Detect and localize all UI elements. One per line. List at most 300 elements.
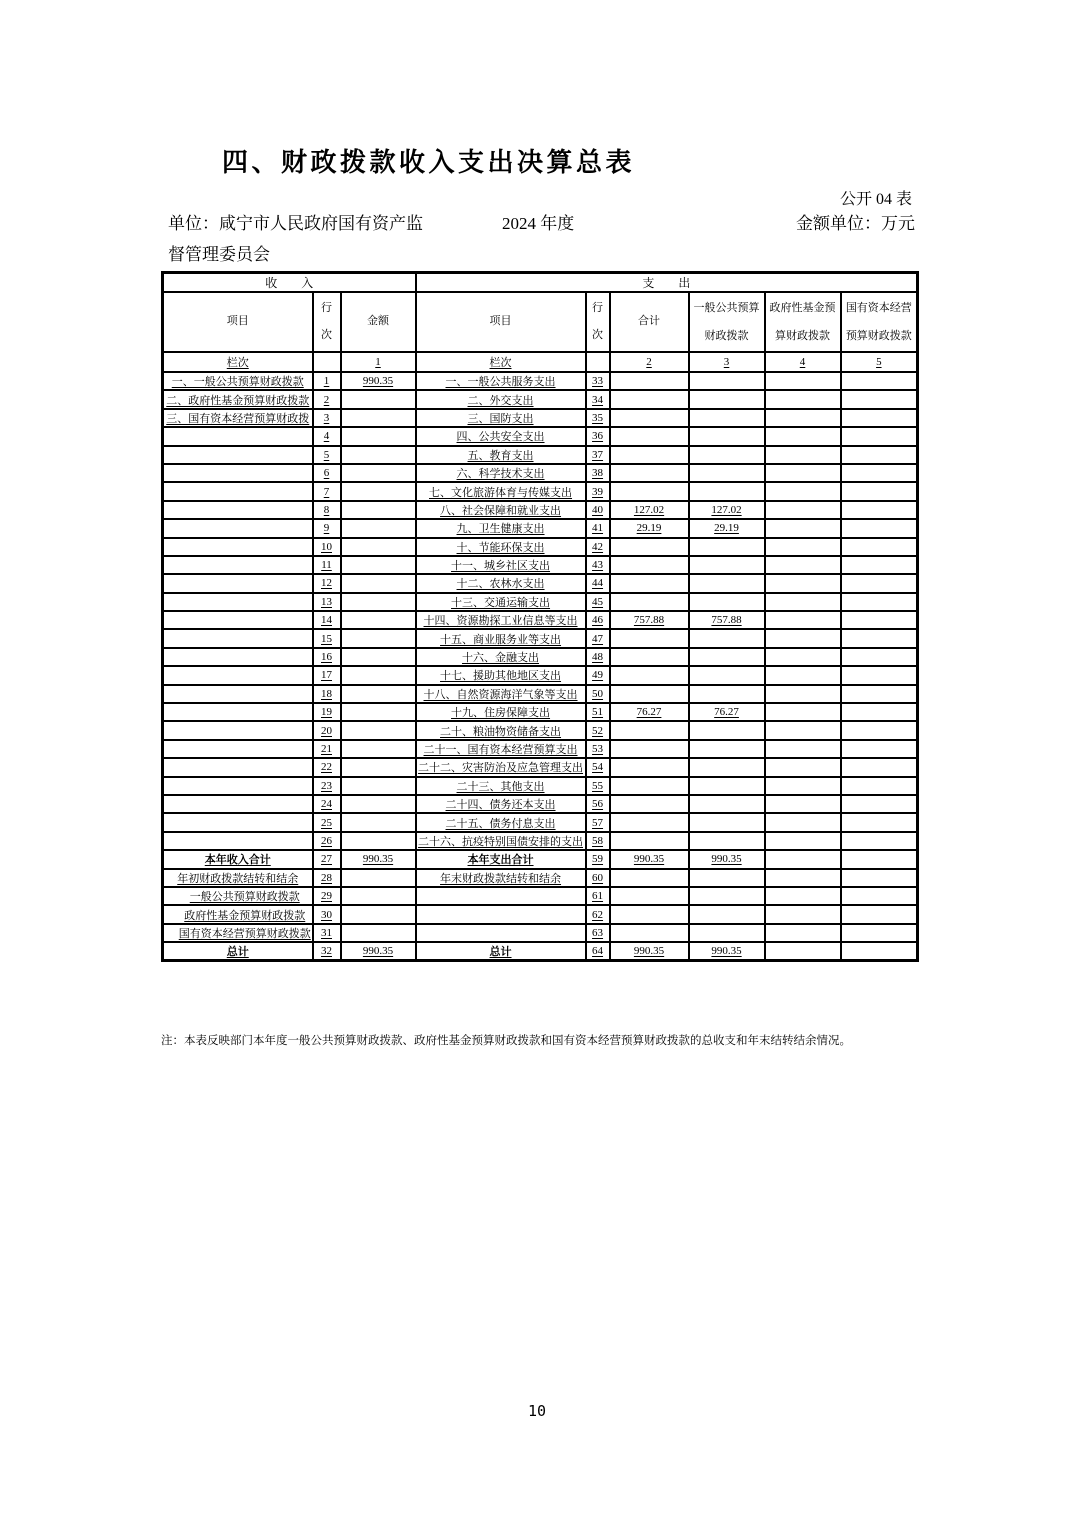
expense-total-header: 合计 (610, 292, 689, 352)
expense-rowno-cell (586, 427, 610, 445)
table-row (163, 409, 918, 427)
income-rowno-cell-text: 18 (321, 687, 332, 700)
income-amount-cell (341, 942, 416, 961)
expense-rowno-cell-text: 45 (592, 595, 604, 608)
expense-rowno-cell-text: 42 (592, 540, 604, 553)
state-capital-cell (841, 464, 918, 482)
expense-item-cell (416, 409, 586, 427)
table-row (163, 777, 918, 795)
expense-rowno-cell-text: 62 (592, 908, 604, 921)
table-row (163, 464, 918, 482)
expense-item-cell (416, 629, 586, 647)
table-row (163, 795, 918, 813)
income-rowno-cell-text: 29 (321, 890, 332, 903)
state-capital-cell (841, 850, 918, 868)
expense-rowno-cell-text: 35 (592, 411, 604, 424)
expense-total-cell (610, 740, 689, 758)
gov-fund-cell (765, 887, 841, 905)
income-rowno-cell (313, 703, 341, 721)
general-budget-cell (689, 924, 765, 942)
col-num-2-label: 2 (646, 356, 652, 368)
income-item-cell (163, 758, 313, 776)
expense-total-cell-text: 127.02 (633, 503, 665, 516)
expense-rowno-cell (586, 887, 610, 905)
state-capital-cell (841, 758, 918, 776)
income-rowno-cell (313, 740, 341, 758)
expense-rowno-cell-text: 58 (592, 834, 604, 847)
general-budget-cell (689, 777, 765, 795)
col-num-1 (341, 352, 416, 372)
income-rowno-cell-text: 14 (321, 614, 332, 627)
general-budget-cell (689, 574, 765, 592)
income-rowno-cell-text: 9 (323, 522, 330, 535)
income-item-cell-text: 本年收入合计 (204, 854, 271, 867)
expense-rowno-cell (586, 372, 610, 390)
expense-rowno-cell-text: 60 (592, 871, 604, 884)
income-amount-cell (341, 390, 416, 408)
col-num-1-label: 1 (375, 356, 381, 368)
gov-fund-cell (765, 850, 841, 868)
expense-rowno-cell (586, 924, 610, 942)
expense-total-cell (610, 813, 689, 831)
income-rowno-cell (313, 519, 341, 537)
income-rowno-cell-text: 32 (321, 945, 332, 958)
income-amount-cell (341, 924, 416, 942)
income-amount-cell-text: 990.35 (362, 853, 394, 866)
general-budget-cell (689, 758, 765, 776)
income-rowno-cell-text: 25 (321, 816, 332, 829)
general-budget-cell (689, 795, 765, 813)
expense-total-cell (610, 666, 689, 684)
expense-rowno-cell (586, 703, 610, 721)
income-rowno-cell-text: 5 (323, 448, 330, 461)
income-rowno-cell-text: 30 (321, 908, 332, 921)
income-item-cell (163, 942, 313, 961)
expense-item-cell (416, 574, 586, 592)
income-rowno-cell (313, 795, 341, 813)
state-capital-cell (841, 446, 918, 464)
table-row (163, 666, 918, 684)
income-amount-cell (341, 685, 416, 703)
income-amount-cell (341, 648, 416, 666)
table-row (163, 887, 918, 905)
expense-rowno-cell-text: 54 (592, 761, 604, 774)
expense-total-cell (610, 905, 689, 923)
income-item-cell-text: 总计 (226, 946, 249, 959)
gov-fund-cell (765, 942, 841, 961)
state-capital-cell (841, 887, 918, 905)
general-budget-cell (689, 666, 765, 684)
income-amount-cell (341, 887, 416, 905)
gov-fund-cell (765, 574, 841, 592)
general-budget-cell-text: 990.35 (711, 853, 742, 866)
income-rowno-cell-text: 17 (321, 669, 332, 682)
income-item-cell-text: 一般公共预算财政拨款 (189, 891, 300, 904)
expense-total-cell (610, 832, 689, 850)
expense-item-cell (416, 390, 586, 408)
state-capital-cell (841, 905, 918, 923)
expense-rowno-header-label: 行次 (592, 302, 604, 341)
general-budget-cell (689, 538, 765, 556)
income-rowno-cell (313, 942, 341, 961)
expense-rowno-cell (586, 390, 610, 408)
table-row (163, 593, 918, 611)
expense-rowno-cell-text: 44 (592, 577, 604, 590)
income-rowno-cell-text: 27 (321, 853, 332, 866)
income-rowno-cell (313, 905, 341, 923)
expense-rowno-cell-text: 61 (592, 890, 604, 903)
expense-item-cell (416, 685, 586, 703)
form-number: 公开 04 表 (839, 191, 912, 208)
expense-rowno-cell-text: 64 (592, 945, 604, 958)
expense-total-cell (610, 427, 689, 445)
state-capital-cell (841, 409, 918, 427)
gov-fund-cell (765, 777, 841, 795)
expense-rowno-cell (586, 648, 610, 666)
table-body (163, 372, 918, 961)
gov-fund-cell (765, 666, 841, 684)
expense-item-cell-text: 本年支出合计 (467, 854, 534, 867)
expense-rowno-cell (586, 813, 610, 831)
income-rowno-cell-text: 12 (321, 577, 332, 590)
expense-total-cell (610, 629, 689, 647)
state-capital-cell (841, 611, 918, 629)
expense-total-cell (610, 593, 689, 611)
income-item-cell (163, 629, 313, 647)
expense-rowno-cell-text: 41 (592, 522, 604, 535)
income-rowno-cell-text: 2 (323, 393, 330, 406)
gov-fund-cell (765, 519, 841, 537)
income-amount-cell (341, 629, 416, 647)
expense-rowno-cell-text: 43 (592, 559, 604, 572)
income-section-header: 收 入 (163, 273, 416, 293)
table-row (163, 924, 918, 942)
table-row (163, 574, 918, 592)
income-item-cell (163, 777, 313, 795)
expense-rowno-cell-text: 52 (592, 724, 604, 737)
income-rowno-cell-text: 6 (323, 467, 330, 480)
income-item-header: 项目 (163, 292, 313, 352)
table-row (163, 740, 918, 758)
col-num-4 (765, 352, 841, 372)
expense-total-cell (610, 703, 689, 721)
state-capital-cell (841, 666, 918, 684)
gov-fund-cell (765, 409, 841, 427)
income-rowno-cell (313, 501, 341, 519)
column-header-row (163, 292, 918, 352)
income-amount-header: 金额 (341, 292, 416, 352)
income-amount-cell (341, 501, 416, 519)
expense-rowno-cell-text: 56 (592, 798, 604, 811)
general-budget-cell (689, 372, 765, 390)
table-row (163, 648, 918, 666)
table-row (163, 390, 918, 408)
income-rowno-cell (313, 924, 341, 942)
expense-rowno-cell-text: 50 (592, 687, 604, 700)
general-budget-cell-text: 29.19 (714, 522, 739, 535)
income-item-cell (163, 905, 313, 923)
state-capital-cell (841, 721, 918, 739)
income-item-cell (163, 427, 313, 445)
expense-item-cell-text: 十九、住房保障支出 (451, 707, 551, 720)
expense-item-cell (416, 648, 586, 666)
income-item-cell (163, 850, 313, 868)
income-item-cell (163, 795, 313, 813)
income-rowno-cell-text: 4 (323, 430, 330, 443)
expense-item-cell-text: 二十五、债务付息支出 (445, 817, 556, 830)
income-rowno-cell (313, 556, 341, 574)
general-budget-cell (689, 519, 765, 537)
income-amount-cell (341, 427, 416, 445)
state-capital-cell (841, 482, 918, 500)
income-rowno-cell (313, 446, 341, 464)
expense-rowno-cell (586, 611, 610, 629)
state-capital-cell (841, 519, 918, 537)
income-rowno-cell (313, 409, 341, 427)
state-capital-cell (841, 924, 918, 942)
general-budget-cell (689, 446, 765, 464)
table-row (163, 501, 918, 519)
page-title: 四、财政拨款收入支出决算总表 (222, 148, 636, 178)
income-lanci-label: 栏次 (226, 357, 249, 369)
income-item-cell (163, 501, 313, 519)
expense-item-cell-text: 十五、商业服务业等支出 (440, 633, 562, 646)
expense-item-cell (416, 372, 586, 390)
expense-item-cell-text: 二十二、灾害防治及应急管理支出 (418, 762, 584, 775)
income-rowno-cell-text: 20 (321, 724, 332, 737)
state-capital-cell (841, 685, 918, 703)
expense-lanci-cell (416, 352, 586, 372)
income-rowno-cell (313, 777, 341, 795)
expense-rowno-cell-text: 33 (592, 375, 604, 388)
expense-rowno-cell-text: 47 (592, 632, 604, 645)
income-amount-cell (341, 464, 416, 482)
expense-item-cell-text: 十三、交通运输支出 (451, 596, 551, 609)
table-row (163, 482, 918, 500)
income-amount-cell (341, 813, 416, 831)
expense-total-cell (610, 924, 689, 942)
income-item-cell (163, 574, 313, 592)
general-budget-cell (689, 427, 765, 445)
expense-item-cell-text: 一、一般公共服务支出 (445, 376, 556, 389)
gov-fund-cell (765, 464, 841, 482)
state-capital-header: 国有资本经营预算财政拨款 (841, 292, 918, 352)
income-item-cell (163, 648, 313, 666)
expense-item-header: 项目 (416, 292, 586, 352)
expense-rowno-cell-text: 49 (592, 669, 604, 682)
income-amount-cell-text: 990.35 (362, 945, 394, 958)
table-row (163, 905, 918, 923)
income-rowno-cell-text: 8 (323, 503, 330, 516)
state-capital-cell (841, 648, 918, 666)
expense-total-cell (610, 795, 689, 813)
general-budget-cell-text: 127.02 (711, 503, 742, 516)
expense-total-cell-text: 76.27 (636, 706, 662, 719)
expense-total-cell-text: 757.88 (633, 614, 665, 627)
expense-item-cell (416, 869, 586, 887)
gov-fund-cell (765, 538, 841, 556)
gov-fund-cell (765, 648, 841, 666)
expense-rowno-cell (586, 850, 610, 868)
table-row (163, 942, 918, 961)
expense-item-cell (416, 538, 586, 556)
expense-total-cell (610, 464, 689, 482)
expense-total-cell-text: 990.35 (633, 945, 665, 958)
expense-total-cell-text: 990.35 (633, 853, 665, 866)
expense-rowno-cell-text: 63 (592, 926, 604, 939)
page-number: 10 (527, 1402, 547, 1420)
income-rowno-cell-text: 31 (321, 926, 332, 939)
expense-item-cell (416, 850, 586, 868)
expense-item-cell-text: 三、国防支出 (467, 412, 534, 425)
income-rowno-cell-text: 11 (321, 559, 332, 572)
table-row (163, 538, 918, 556)
expense-rowno-cell-text: 53 (592, 743, 604, 755)
expense-total-cell (610, 519, 689, 537)
expense-item-cell (416, 905, 586, 923)
expense-rowno-cell (586, 777, 610, 795)
table-row (163, 611, 918, 629)
gov-fund-cell (765, 721, 841, 739)
expense-rowno-cell (586, 409, 610, 427)
general-budget-cell (689, 629, 765, 647)
expense-total-cell (610, 538, 689, 556)
income-rowno-cell-text: 7 (323, 485, 330, 498)
table-row (163, 629, 918, 647)
expense-rowno-cell-text: 57 (592, 816, 604, 829)
expense-item-cell-text: 十二、农林水支出 (456, 578, 545, 591)
general-budget-header: 一般公共预算财政拨款 (689, 292, 765, 352)
state-capital-cell (841, 869, 918, 887)
expense-rowno-cell (586, 501, 610, 519)
col-num-4-label: 4 (799, 356, 806, 368)
income-rowno-cell (313, 666, 341, 684)
income-rowno-cell (313, 832, 341, 850)
income-rowno-cell (313, 427, 341, 445)
expense-item-cell-text: 四、公共安全支出 (456, 431, 545, 444)
state-capital-cell (841, 813, 918, 831)
expense-rowno-cell (586, 629, 610, 647)
expense-rowno-cell (586, 593, 610, 611)
table-row (163, 850, 918, 868)
general-budget-cell-text: 990.35 (711, 945, 742, 958)
income-item-cell (163, 538, 313, 556)
expense-item-cell-text: 二十六、抗疫特别国债安排的支出 (418, 835, 584, 848)
income-amount-cell (341, 758, 416, 776)
income-rowno-cell (313, 372, 341, 390)
expense-item-cell (416, 740, 586, 758)
gov-fund-cell (765, 482, 841, 500)
expense-rowno-cell (586, 538, 610, 556)
gov-fund-header: 政府性基金预算财政拨款 (765, 292, 841, 352)
expense-rowno-cell-text: 38 (592, 467, 604, 480)
expense-item-cell (416, 446, 586, 464)
expense-total-cell (610, 685, 689, 703)
expense-item-cell (416, 464, 586, 482)
income-rowno-cell-text: 3 (323, 411, 330, 424)
income-rowno-cell (313, 593, 341, 611)
expense-item-cell (416, 942, 586, 961)
income-amount-cell (341, 519, 416, 537)
income-amount-cell (341, 721, 416, 739)
gov-fund-cell (765, 685, 841, 703)
income-item-cell (163, 446, 313, 464)
expense-total-cell (610, 648, 689, 666)
expense-item-cell-text: 十、节能环保支出 (456, 541, 545, 554)
general-budget-cell (689, 850, 765, 868)
general-budget-cell-text: 76.27 (714, 706, 739, 719)
income-item-cell (163, 721, 313, 739)
state-capital-cell (841, 501, 918, 519)
gov-fund-cell (765, 427, 841, 445)
gov-fund-cell (765, 795, 841, 813)
expense-item-cell (416, 556, 586, 574)
expense-rowno-cell (586, 464, 610, 482)
income-item-cell (163, 832, 313, 850)
income-rowno-cell-text: 13 (321, 595, 332, 608)
income-rowno-cell-text: 23 (321, 779, 332, 792)
expense-item-cell (416, 666, 586, 684)
table-row (163, 519, 918, 537)
expense-item-cell (416, 519, 586, 537)
income-amount-cell-text: 990.35 (362, 375, 394, 388)
expense-rowno-cell-text: 34 (592, 393, 604, 406)
expense-item-cell (416, 501, 586, 519)
income-item-cell (163, 887, 313, 905)
expense-rowno-cell-text: 40 (592, 503, 604, 516)
general-budget-cell (689, 703, 765, 721)
state-capital-cell (841, 629, 918, 647)
gov-fund-cell (765, 924, 841, 942)
gov-fund-cell (765, 611, 841, 629)
expense-item-cell (416, 777, 586, 795)
expense-section-header: 支 出 (416, 273, 918, 293)
expense-item-cell-text: 十八、自然资源海洋气象等支出 (423, 688, 578, 701)
income-rowno-cell (313, 758, 341, 776)
income-item-cell-text: 二、政府性基金预算财政拨款 (166, 394, 310, 407)
expense-item-cell-text: 二十三、其他支出 (456, 780, 545, 793)
fiscal-appropriation-table (161, 271, 919, 962)
expense-lanci-label: 栏次 (489, 357, 512, 369)
gov-fund-cell (765, 905, 841, 923)
income-amount-cell (341, 538, 416, 556)
expense-item-cell-text: 十七、援助其他地区支出 (440, 670, 562, 683)
amount-unit-label: 金额单位：万元 (796, 214, 915, 233)
expense-item-cell-text: 十一、城乡社区支出 (451, 560, 551, 573)
general-budget-cell (689, 740, 765, 758)
note-text: 注：本表反映部门本年度一般公共预算财政拨款、政府性基金预算财政拨款和国有资本经营预算财政拨款的总收支和年末结转结余情况。 (161, 1035, 851, 1047)
expense-total-cell (610, 574, 689, 592)
table-row (163, 446, 918, 464)
income-rowno-cell (313, 685, 341, 703)
income-item-cell-text: 政府性基金预算财政拨款 (184, 909, 306, 922)
income-item-cell (163, 666, 313, 684)
expense-rowno-cell-text: 55 (592, 779, 604, 792)
state-capital-cell (841, 777, 918, 795)
income-amount-cell (341, 556, 416, 574)
expense-rowno-cell (586, 869, 610, 887)
income-item-cell (163, 703, 313, 721)
gov-fund-cell (765, 703, 841, 721)
expense-rowno-cell (586, 685, 610, 703)
expense-item-cell (416, 795, 586, 813)
income-rowno-header (313, 292, 341, 352)
expense-total-cell (610, 869, 689, 887)
income-rowno-cell (313, 629, 341, 647)
state-capital-cell (841, 795, 918, 813)
income-lanci-cell (163, 352, 313, 372)
expense-rowno-cell (586, 446, 610, 464)
